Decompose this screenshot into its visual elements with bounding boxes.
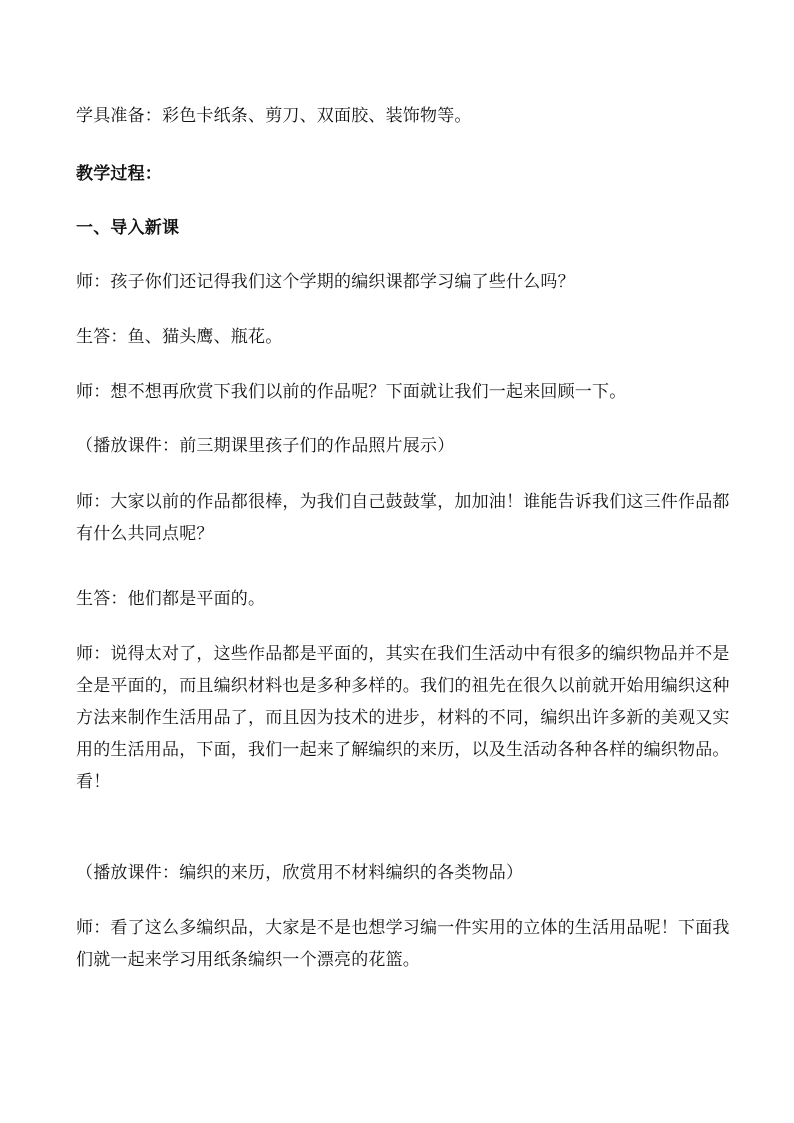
student-answer-2: 生答：他们都是平面的。 <box>76 589 266 609</box>
courseware-note-1: （播放课件：前三期课里孩子们的作品照片展示） <box>76 436 455 456</box>
materials-line: 学具准备：彩色卡纸条、剪刀、双面胶、装饰物等。 <box>76 106 472 126</box>
section-heading-introduction: 一、导入新课 <box>76 218 180 238</box>
teacher-prompt-review: 师：想不想再欣赏下我们以前的作品呢？下面就让我们一起来回顾一下。 <box>76 382 627 402</box>
teaching-process-heading: 教学过程： <box>76 164 162 184</box>
student-answer-1: 生答：鱼、猫头鹰、瓶花。 <box>76 327 283 347</box>
teacher-explanation: 师：说得太对了，这些作品都是平面的，其实在我们生活动中有很多的编织物品并不是全是平面的，而且编织材料也是多种多样的。我们的祖先在很久以前就开始用编织这种方法来制作生活用品了，而且因为技术的进步，材料的不同，编织出许多新的美观又实用的生活用品，下面，我们一起来了解编织的来历，以及生活动各种各样的编织物品。看！ <box>76 644 730 792</box>
teacher-question-2: 师：大家以前的作品都很棒，为我们自己鼓鼓掌，加加油！谁能告诉我们这三件作品都有什么共同点呢？ <box>76 492 730 544</box>
teacher-conclusion: 师：看了这么多编织品，大家是不是也想学习编一件实用的立体的生活用品呢！下面我们就一起来学习用纸条编织一个漂亮的花篮。 <box>76 918 730 970</box>
courseware-note-2: （播放课件：编织的来历，欣赏用不材料编织的各类物品） <box>76 863 524 883</box>
teacher-question-1: 师：孩子你们还记得我们这个学期的编织课都学习编了些什么吗？ <box>76 272 575 292</box>
